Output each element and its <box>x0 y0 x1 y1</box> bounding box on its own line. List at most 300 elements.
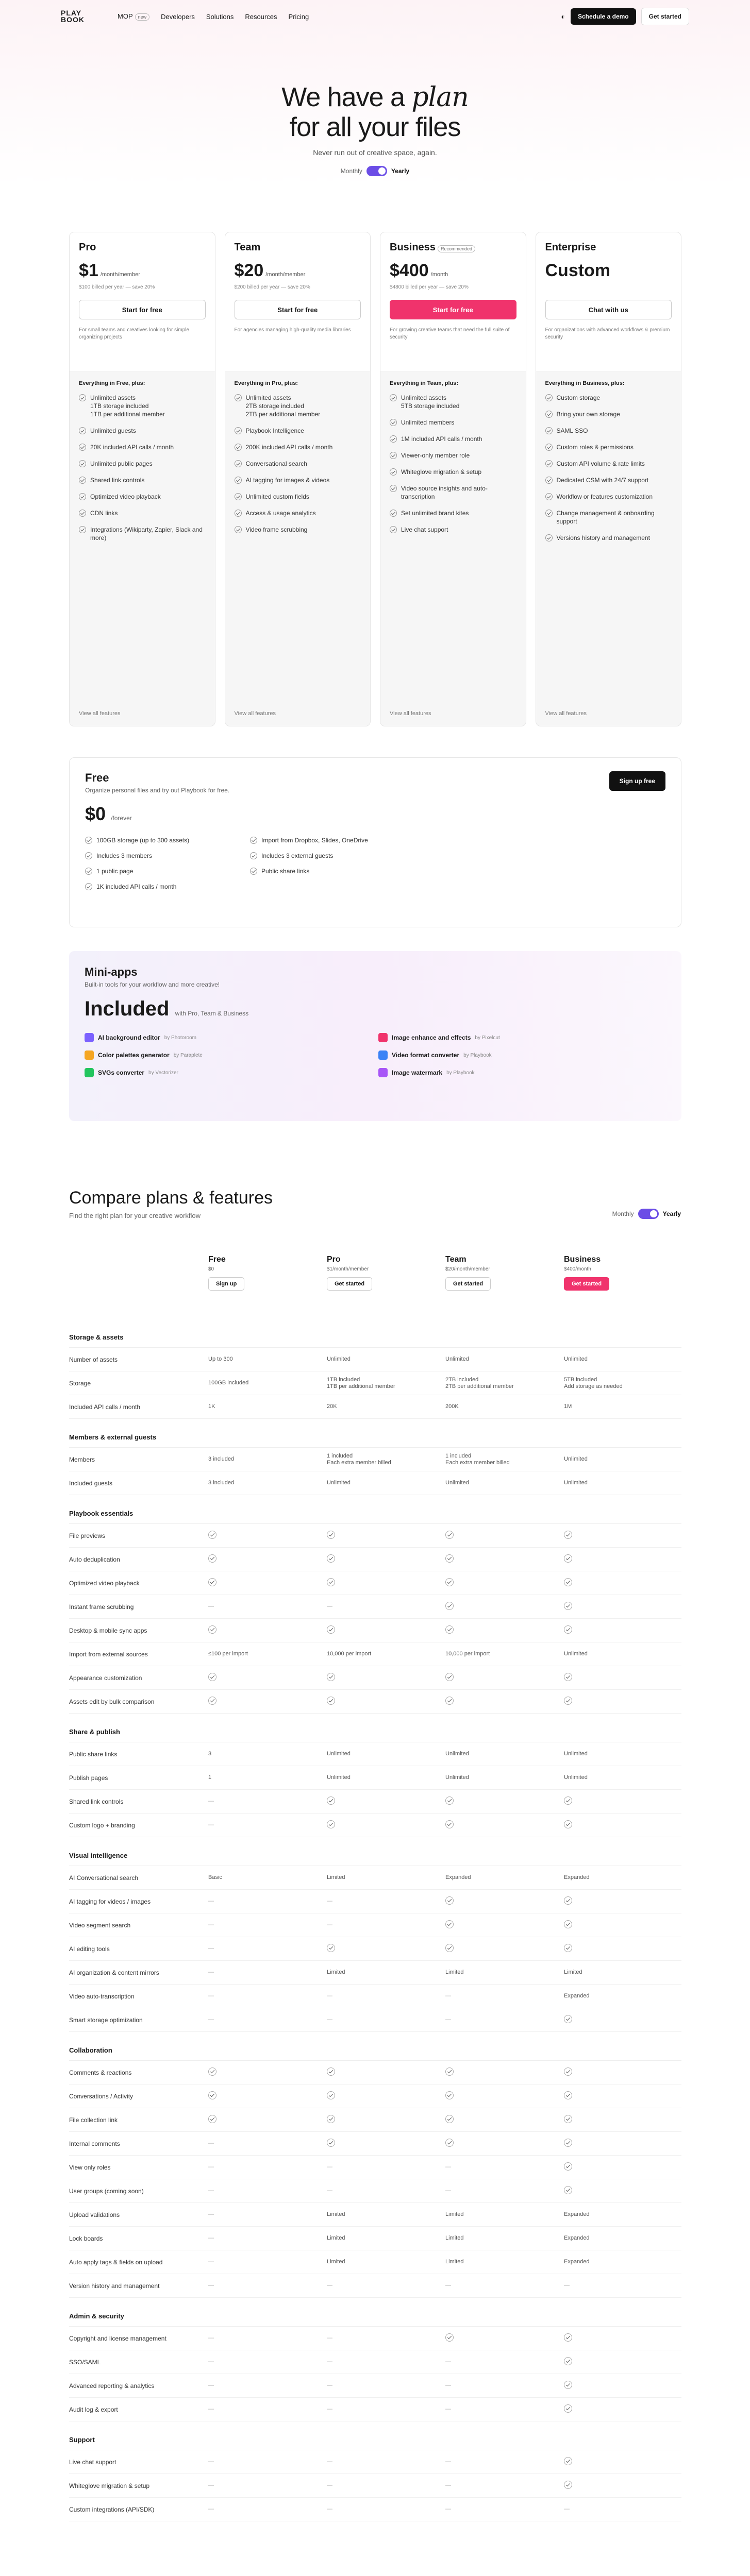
app-name: SVGs converter <box>98 1069 145 1076</box>
table-cell: 3 <box>208 1751 212 1757</box>
check-icon <box>250 868 257 875</box>
table-cell: Limited <box>445 2235 464 2241</box>
table-cell <box>208 2282 327 2289</box>
check-icon <box>327 2115 335 2123</box>
table-cell <box>445 2482 564 2489</box>
table-cell <box>564 2091 681 2102</box>
table-row <box>69 2179 681 2203</box>
table-cell: Limited <box>327 1969 345 1975</box>
table-cell <box>445 2406 564 2413</box>
table-cell <box>564 1944 681 1954</box>
hero-subtitle: Never run out of creative space, again. <box>313 148 437 157</box>
table-cell <box>564 1625 681 1636</box>
feature-text: Live chat support <box>401 526 448 533</box>
billing-toggle[interactable] <box>366 166 387 176</box>
check-icon <box>235 427 242 434</box>
plan-description: For organizations with advanced workflows & premium security <box>545 327 670 340</box>
table-cell <box>327 1797 445 1807</box>
check-icon <box>545 510 553 517</box>
table-row <box>69 2450 681 2474</box>
table-cell: 1M <box>564 1403 572 1410</box>
plan-cta-button[interactable]: Start for free <box>79 300 206 319</box>
check-icon <box>445 1820 454 1828</box>
table-row <box>69 1742 681 1766</box>
table-cell <box>564 2404 681 2415</box>
table-row <box>69 1866 681 1890</box>
table-cell <box>208 1603 327 1610</box>
nav-link-mop[interactable]: MOP new <box>118 12 149 21</box>
plan-name: Team <box>234 242 261 253</box>
table-row <box>69 2498 681 2521</box>
app-icon <box>85 1050 94 1060</box>
table-cell <box>327 2188 445 2194</box>
feature-item <box>79 476 206 484</box>
check-icon <box>327 1531 335 1539</box>
table-cell: Unlimited <box>564 1774 588 1781</box>
mini-included: Included with Pro, Team & Business <box>85 997 249 1020</box>
feature-name: AI editing tools <box>69 1945 110 1953</box>
feature-text: Includes 3 external guests <box>261 852 334 859</box>
check-icon <box>250 852 257 859</box>
compare-column-business <box>564 1252 681 1299</box>
app-author: by Playbook <box>463 1052 492 1058</box>
feature-item <box>390 418 516 427</box>
table-cell: 1 included Each extra member billed <box>327 1452 391 1466</box>
table-cell <box>445 1797 564 1807</box>
feature-name: Smart storage optimization <box>69 2016 143 2024</box>
view-all-features-link[interactable]: View all features <box>234 710 276 717</box>
plan-cta-button[interactable]: Start for free <box>390 300 516 319</box>
table-cell: Limited <box>564 1969 582 1975</box>
compare-column-pro <box>327 1252 445 1299</box>
app-icon <box>378 1068 388 1077</box>
feature-text: Unlimited members <box>401 419 455 426</box>
table-cell <box>327 2459 445 2465</box>
check-icon <box>564 1625 572 1634</box>
feature-text: 100GB storage (up to 300 assets) <box>96 837 190 844</box>
nav-link-solutions[interactable]: Solutions <box>206 12 234 21</box>
check-icon <box>390 468 397 476</box>
check-icon <box>79 460 86 467</box>
table-cell <box>564 2067 681 2078</box>
check-icon <box>564 1697 572 1705</box>
plan-name: Business Recommended <box>390 242 516 253</box>
billing-note: $200 billed per year — save 20% <box>234 284 310 290</box>
table-cell: 100GB included <box>208 1380 249 1386</box>
feature-name: View only roles <box>69 2163 111 2171</box>
table-cell <box>208 1898 327 1905</box>
check-icon <box>564 2139 572 2147</box>
table-cell <box>564 2015 681 2025</box>
feature-text: Optimized video playback <box>90 493 161 500</box>
check-icon <box>327 1673 335 1681</box>
compare-table <box>69 1319 681 2521</box>
dash-icon: — <box>208 2459 214 2465</box>
feature-text: AI tagging for images & videos <box>245 477 330 484</box>
table-cell: Limited <box>445 2259 464 2265</box>
table-cell <box>445 2333 564 2344</box>
table-cell <box>208 1531 327 1541</box>
sign-up-free-button[interactable]: Sign up free <box>609 771 665 791</box>
feature-text: Integrations (Wikiparty, Zapier, Slack and more) <box>90 526 203 541</box>
table-cell <box>208 2482 327 2489</box>
table-cell: 2TB included 2TB per additional member <box>445 1376 514 1389</box>
get-started-button[interactable]: Get started <box>641 8 689 25</box>
check-icon <box>564 2404 572 2413</box>
table-cell <box>564 1578 681 1588</box>
table-cell <box>564 1673 681 1683</box>
feature-name: SSO/SAML <box>69 2358 101 2366</box>
price-period: /month/member <box>265 272 306 278</box>
check-icon <box>445 2333 454 2342</box>
feature-item <box>545 534 672 542</box>
feature-name: Whiteglove migration & setup <box>69 2482 150 2489</box>
features-heading: Everything in Free, plus: <box>79 380 145 386</box>
table-cell <box>208 2016 327 2023</box>
dash-icon: — <box>208 2211 214 2217</box>
plan-cta-button[interactable]: Start for free <box>235 300 361 319</box>
table-row <box>69 1937 681 1961</box>
feature-name: File collection link <box>69 2116 118 2124</box>
free-title: Free <box>85 771 109 784</box>
table-cell: Unlimited <box>564 1480 588 1486</box>
feature-name: Desktop & mobile sync apps <box>69 1626 147 1634</box>
feature-name: Comments & reactions <box>69 2069 132 2076</box>
feature-text: Import from Dropbox, Slides, OneDrive <box>261 837 368 844</box>
check-icon <box>564 1602 572 1610</box>
table-cell <box>564 2357 681 2367</box>
feature-text: Playbook Intelligence <box>245 427 304 434</box>
nav-link-pricing[interactable]: Pricing <box>288 12 309 21</box>
column-name: Business <box>564 1255 601 1264</box>
check-icon <box>208 1531 216 1539</box>
dash-icon: — <box>208 1898 214 1904</box>
mini-app-item[interactable] <box>378 1033 600 1042</box>
feature-item <box>235 476 361 484</box>
compare-subtitle: Find the right plan for your creative workflow <box>69 1212 201 1219</box>
compare-toggle-row <box>612 1209 681 1219</box>
check-icon <box>79 394 86 401</box>
check-icon <box>327 2139 335 2147</box>
table-cell <box>327 1603 445 1610</box>
mini-app-item[interactable] <box>378 1068 600 1077</box>
feature-item <box>79 427 206 435</box>
price-row <box>235 261 361 281</box>
dash-icon: — <box>208 1922 214 1928</box>
check-icon <box>390 419 397 426</box>
check-icon <box>208 1697 216 1705</box>
table-row <box>69 1395 681 1419</box>
dash-icon: — <box>208 2506 214 2512</box>
table-cell <box>564 1920 681 1930</box>
plan-price: $20 <box>234 261 264 280</box>
table-cell: Unlimited <box>327 1751 351 1757</box>
plan-features <box>536 371 681 726</box>
table-cell <box>327 1554 445 1565</box>
table-row <box>69 1790 681 1814</box>
table-cell: Expanded <box>564 1993 590 1999</box>
table-cell <box>564 2506 681 2513</box>
feature-name: AI Conversational search <box>69 1874 139 1882</box>
feature-text: Unlimited public pages <box>90 460 153 467</box>
feature-name: Auto deduplication <box>69 1555 120 1563</box>
feature-name: Custom integrations (API/SDK) <box>69 2505 155 2513</box>
plan-card-top <box>70 232 215 371</box>
feature-name: Public share links <box>69 1750 118 1758</box>
table-cell: 5TB included Add storage as needed <box>564 1376 623 1389</box>
mini-app-item[interactable] <box>85 1033 306 1042</box>
dash-icon: — <box>208 1993 214 1999</box>
dash-icon: — <box>445 2016 451 2023</box>
check-icon <box>327 1944 335 1952</box>
compare-section-title: Support <box>69 2430 681 2450</box>
price-period: /month/member <box>100 272 140 278</box>
table-cell <box>445 1625 564 1636</box>
compare-section-title: Visual intelligence <box>69 1845 681 1866</box>
feature-text: Shared link controls <box>90 477 145 484</box>
dash-icon: — <box>564 2282 570 2289</box>
check-icon <box>545 534 553 541</box>
view-all-features-link[interactable]: View all features <box>545 710 587 717</box>
table-row <box>69 1766 681 1790</box>
new-badge: new <box>135 13 150 21</box>
table-cell <box>208 1798 327 1805</box>
view-all-features-link[interactable]: View all features <box>79 710 121 717</box>
plan-description: For small teams and creatives looking for simple organizing projects <box>79 327 189 340</box>
check-icon <box>327 2091 335 2099</box>
table-cell: Unlimited <box>564 1456 588 1462</box>
dash-icon: — <box>445 2188 451 2194</box>
check-icon <box>545 460 553 467</box>
table-cell <box>445 1993 564 1999</box>
table-cell <box>208 2211 327 2218</box>
check-icon <box>390 452 397 459</box>
feature-name: Optimized video playback <box>69 1579 140 1587</box>
table-cell: Expanded <box>445 1874 471 1880</box>
column-cta-button[interactable]: Get started <box>445 1277 491 1291</box>
feature-item <box>545 410 672 418</box>
check-icon <box>445 1625 454 1634</box>
table-cell: Unlimited <box>445 1480 469 1486</box>
table-cell <box>564 1797 681 1807</box>
column-cta-button[interactable]: Sign up <box>208 1277 244 1291</box>
check-icon <box>85 868 92 875</box>
table-cell <box>445 1673 564 1683</box>
feature-name: Publish pages <box>69 1774 108 1782</box>
table-cell: 3 included <box>208 1456 235 1462</box>
table-row <box>69 2203 681 2227</box>
table-cell <box>327 1697 445 1707</box>
dash-icon: — <box>208 2259 214 2265</box>
table-row <box>69 1524 681 1548</box>
column-name: Free <box>208 1255 226 1264</box>
table-cell <box>208 1697 327 1707</box>
table-cell: Limited <box>327 2211 345 2217</box>
table-cell <box>208 1554 327 1565</box>
table-cell <box>564 2481 681 2491</box>
table-cell: Expanded <box>564 2211 590 2217</box>
compare-column-team <box>445 1252 564 1299</box>
mini-app-item[interactable] <box>85 1050 306 1060</box>
features-heading: Everything in Pro, plus: <box>234 380 298 386</box>
mini-app-item[interactable] <box>85 1068 306 1077</box>
column-price: $1/month/member <box>327 1266 369 1272</box>
check-icon <box>208 2091 216 2099</box>
feature-text: 200K included API calls / month <box>245 444 333 451</box>
logo[interactable]: PLAY BOOK <box>61 9 85 24</box>
table-cell: 200K <box>445 1403 459 1410</box>
table-cell <box>208 2259 327 2265</box>
billing-note: $100 billed per year — save 20% <box>79 284 155 290</box>
table-cell <box>445 1820 564 1831</box>
feature-item <box>79 493 206 501</box>
table-cell <box>445 2459 564 2465</box>
yearly-label: Yearly <box>391 167 410 175</box>
feature-item <box>545 460 672 468</box>
table-cell <box>327 2482 445 2489</box>
compare-header-spacer <box>69 1252 208 1299</box>
table-row <box>69 2084 681 2108</box>
dash-icon: — <box>208 1945 214 1952</box>
check-icon <box>564 1531 572 1539</box>
column-cta-button[interactable]: Get started <box>327 1277 372 1291</box>
check-icon <box>564 1896 572 1905</box>
dash-icon: — <box>445 1993 451 1999</box>
nav-link-developers[interactable]: Developers <box>161 12 195 21</box>
dash-icon: — <box>208 1798 214 1804</box>
table-cell <box>564 2333 681 2344</box>
table-cell <box>327 2382 445 2389</box>
mini-title: Mini-apps <box>85 965 138 978</box>
check-icon <box>545 411 553 418</box>
free-feature <box>85 852 240 860</box>
schedule-demo-button[interactable]: Schedule a demo <box>571 8 636 25</box>
table-row <box>69 2398 681 2421</box>
mini-app-item[interactable] <box>378 1050 600 1060</box>
feature-text: 1 public page <box>96 868 134 875</box>
features-heading: Everything in Business, plus: <box>545 380 625 386</box>
check-icon <box>327 1554 335 1563</box>
check-icon <box>445 1578 454 1586</box>
column-name: Pro <box>327 1255 341 1264</box>
feature-text: Custom storage <box>556 394 601 401</box>
table-row <box>69 2132 681 2156</box>
table-cell: Limited <box>445 2211 464 2217</box>
table-cell <box>327 1898 445 1905</box>
table-row <box>69 1571 681 1595</box>
check-icon <box>545 427 553 434</box>
table-cell <box>208 2115 327 2125</box>
table-cell <box>327 1625 445 1636</box>
nav-link-resources[interactable]: Resources <box>245 12 277 21</box>
table-cell <box>208 1673 327 1683</box>
mini-app-list <box>85 1033 600 1077</box>
dash-icon: — <box>327 1898 332 1904</box>
check-icon <box>564 2333 572 2342</box>
billing-note <box>545 284 672 292</box>
feature-text: Access & usage analytics <box>245 510 316 517</box>
feature-text: Versions history and management <box>556 534 650 541</box>
dash-icon: — <box>327 2282 332 2289</box>
dash-icon: — <box>445 2406 451 2412</box>
theme-icon[interactable]: ◐ <box>561 12 565 21</box>
feature-name: Appearance customization <box>69 1674 142 1682</box>
compare-billing-toggle[interactable] <box>638 1209 659 1219</box>
feature-item <box>235 443 361 451</box>
compare-section-title: Playbook essentials <box>69 1503 681 1524</box>
feature-name: AI organization & content mirrors <box>69 1969 159 1976</box>
table-cell <box>327 2164 445 2171</box>
table-cell: Limited <box>327 1874 345 1880</box>
table-row <box>69 1642 681 1666</box>
check-icon <box>545 493 553 500</box>
check-icon <box>235 460 242 467</box>
table-cell <box>208 2459 327 2465</box>
table-cell <box>327 1993 445 1999</box>
table-cell <box>445 1920 564 1930</box>
feature-text: Bring your own storage <box>556 411 620 418</box>
column-price: $0 <box>208 1266 214 1272</box>
table-cell <box>327 1578 445 1588</box>
column-cta-button[interactable]: Get started <box>564 1277 609 1291</box>
table-cell <box>327 1820 445 1831</box>
dash-icon: — <box>445 2482 451 2488</box>
check-icon <box>85 883 92 890</box>
check-icon <box>208 1625 216 1634</box>
check-icon <box>235 493 242 500</box>
feature-text: Conversational search <box>245 460 307 467</box>
plan-price: Custom <box>545 261 611 280</box>
table-cell <box>327 2506 445 2513</box>
table-row <box>69 2061 681 2084</box>
table-cell <box>208 2235 327 2242</box>
table-row <box>69 2274 681 2298</box>
feature-text: Public share links <box>261 868 310 875</box>
monthly-label: Monthly <box>340 167 362 175</box>
table-row <box>69 1913 681 1937</box>
table-cell: 1K <box>208 1403 215 1410</box>
table-cell: Limited <box>327 2259 345 2265</box>
plan-cta-button[interactable]: Chat with us <box>545 300 672 319</box>
table-cell: 1 included Each extra member billed <box>445 1452 510 1466</box>
check-icon <box>564 1673 572 1681</box>
view-all-features-link[interactable]: View all features <box>390 710 431 717</box>
table-row <box>69 1371 681 1395</box>
dash-icon: — <box>208 2482 214 2488</box>
compare-column-free <box>208 1252 327 1299</box>
free-subtitle: Organize personal files and try out Playbook for free. <box>85 787 230 794</box>
dash-icon: — <box>445 2282 451 2289</box>
compare-section-title: Storage & assets <box>69 1327 681 1348</box>
plan-card-top <box>536 232 681 371</box>
check-icon <box>445 2091 454 2099</box>
compare-section-title: Members & external guests <box>69 1427 681 1448</box>
feature-text: Unlimited guests <box>90 427 136 434</box>
table-cell <box>445 1697 564 1707</box>
dash-icon: — <box>445 2506 451 2512</box>
compare-section-title: Collaboration <box>69 2040 681 2061</box>
check-icon <box>208 1578 216 1586</box>
table-row <box>69 1348 681 1371</box>
table-cell: Unlimited <box>564 1356 588 1362</box>
feature-name: Shared link controls <box>69 1798 124 1805</box>
feature-item <box>235 427 361 435</box>
table-cell: Unlimited <box>564 1651 588 1657</box>
dash-icon: — <box>327 2382 332 2388</box>
table-cell <box>445 1602 564 1612</box>
feature-name: Custom logo + branding <box>69 1821 135 1829</box>
check-icon <box>445 1797 454 1805</box>
